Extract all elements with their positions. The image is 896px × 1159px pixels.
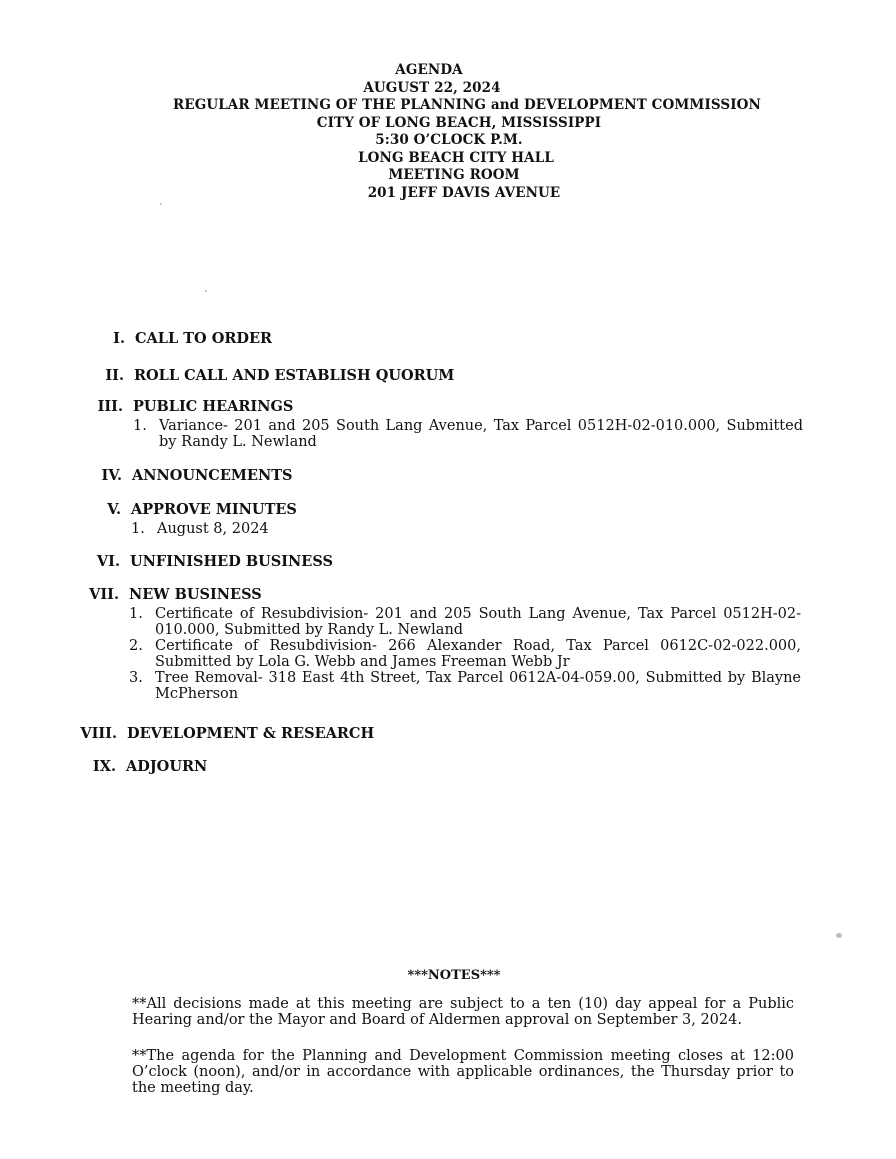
header-line-time: 5:30 O’CLOCK P.M.: [375, 132, 523, 148]
section-numeral: V.: [107, 501, 121, 518]
section-numeral: VIII.: [80, 725, 117, 742]
list-item: [133, 418, 803, 450]
section-numeral: VI.: [96, 553, 120, 570]
section-development-research: [80, 725, 375, 745]
item-text: August 8, 2024: [157, 521, 269, 537]
section-title: DEVELOPMENT & RESEARCH: [127, 725, 375, 742]
section-title: ROLL CALL AND ESTABLISH QUORUM: [134, 367, 455, 384]
section-unfinished-business: [96, 553, 333, 573]
scan-speck: [836, 933, 842, 938]
section-announcements: [101, 467, 293, 487]
section-title: CALL TO ORDER: [135, 330, 273, 347]
list-item: [129, 638, 801, 670]
item-number: 1.: [129, 606, 143, 622]
section-numeral: I.: [113, 330, 125, 347]
section-numeral: II.: [105, 367, 124, 384]
section-title: ANNOUNCEMENTS: [132, 467, 293, 484]
section-numeral: IX.: [92, 758, 116, 775]
item-number: 1.: [133, 418, 147, 434]
section-numeral: III.: [97, 398, 123, 415]
section-title: PUBLIC HEARINGS: [133, 398, 294, 415]
item-text: Tree Removal- 318 East 4th Street, Tax Parcel 0612A-04-059.00, Submitted by Blayne McPherson: [155, 670, 801, 702]
item-text: Certificate of Resubdivision- 201 and 205 South Lang Avenue, Tax Parcel 0512H-02-010.000, Submitted by Randy L. Newland: [155, 606, 801, 638]
header-line-date: AUGUST 22, 2024: [363, 79, 501, 96]
item-number: 1.: [131, 521, 145, 537]
section-call-to-order: [113, 330, 273, 350]
scan-speck: [205, 290, 207, 292]
header-line-meeting: REGULAR MEETING OF THE PLANNING and DEVELOPMENT COMMISSION: [173, 97, 761, 113]
section-public-hearings: [97, 398, 803, 450]
header-line-agenda: AGENDA: [395, 62, 463, 78]
section-title: ADJOURN: [126, 758, 208, 775]
section-numeral: VII.: [89, 586, 119, 603]
section-items: [133, 418, 803, 450]
section-items: [131, 521, 803, 537]
section-approve-minutes: [107, 501, 803, 537]
section-title: UNFINISHED BUSINESS: [130, 553, 333, 570]
section-items: [129, 606, 801, 702]
item-number: 3.: [129, 670, 143, 686]
note-appeal: **All decisions made at this meeting are subject to a ten (10) day appeal for a Public Hearing and/or the Mayor and Board of Aldermen approval on September 3, 2024.: [132, 996, 794, 1028]
header-line-venue: LONG BEACH CITY HALL: [358, 149, 554, 166]
agenda-header: [0, 62, 896, 202]
list-item: [131, 521, 803, 537]
note-agenda-deadline: **The agenda for the Planning and Development Commission meeting closes at 12:00 O’clock (noon), and/or in accordance with applicable ordinances, the Thursday prior to the meeting day.: [132, 1048, 794, 1096]
item-text: Variance- 201 and 205 South Lang Avenue, Tax Parcel 0512H-02-010.000, Submitted by Randy L. Newland: [159, 418, 803, 450]
header-line-address: 201 JEFF DAVIS AVENUE: [367, 184, 561, 201]
notes-title: ***NOTES***: [407, 968, 501, 983]
section-numeral: IV.: [101, 467, 122, 484]
section-title: NEW BUSINESS: [129, 586, 262, 603]
item-number: 2.: [129, 638, 143, 654]
section-roll-call: [105, 367, 455, 387]
header-line-room: MEETING ROOM: [388, 167, 520, 183]
list-item: [129, 606, 801, 638]
item-text: Certificate of Resubdivision- 266 Alexander Road, Tax Parcel 0612C-02-022.000, Submitted by Lola G. Webb and James Freeman Webb Jr: [155, 638, 801, 670]
scan-speck: [160, 203, 162, 205]
header-line-city: CITY OF LONG BEACH, MISSISSIPPI: [316, 114, 602, 131]
section-adjourn: [92, 758, 208, 778]
section-title: APPROVE MINUTES: [131, 501, 297, 518]
section-new-business: [89, 586, 801, 702]
list-item: [129, 670, 801, 702]
